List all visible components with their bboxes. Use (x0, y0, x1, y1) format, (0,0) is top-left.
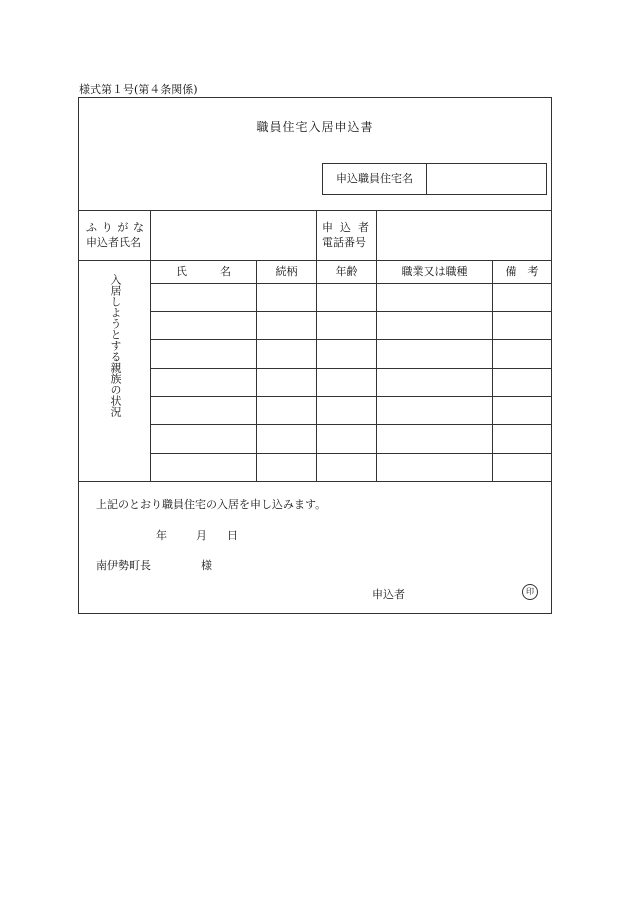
family-age-cell[interactable] (317, 312, 375, 339)
family-name-cell[interactable] (151, 369, 255, 396)
date-month-label: 月 (196, 529, 207, 542)
family-remarks-cell[interactable] (493, 284, 550, 311)
family-name-cell[interactable] (151, 340, 255, 368)
family-relation-cell[interactable] (257, 312, 315, 339)
family-occupation-cell[interactable] (377, 284, 491, 311)
family-status-label: 入居しようとする親族の状況 (109, 274, 122, 417)
family-name-cell[interactable] (151, 284, 255, 311)
family-relation-cell[interactable] (257, 284, 315, 311)
applicant-signature-label: 申込者 (372, 588, 405, 601)
family-remarks-cell[interactable] (493, 425, 550, 453)
phone-label-line1: 申 込 者 (322, 221, 369, 234)
family-remarks-cell[interactable] (493, 340, 550, 368)
family-age-cell[interactable] (317, 397, 375, 424)
application-form (78, 97, 552, 614)
applicant-name-label: 申込者氏名 (86, 236, 141, 249)
family-occupation-cell[interactable] (377, 369, 491, 396)
declaration-statement: 上記のとおり職員住宅の入居を申し込みます。 (96, 498, 327, 511)
family-remarks-cell[interactable] (493, 312, 550, 339)
family-relation-cell[interactable] (257, 397, 315, 424)
seal-mark: 印 (522, 584, 538, 600)
family-relation-cell[interactable] (257, 454, 315, 481)
header-occupation: 職業又は職種 (401, 265, 468, 278)
housing-name-box (322, 163, 547, 195)
family-remarks-cell[interactable] (493, 397, 550, 424)
housing-name-field[interactable] (427, 164, 546, 194)
honorific: 様 (201, 559, 212, 572)
form-title: 職員住宅入居申込書 (256, 120, 374, 134)
section-divider (79, 481, 551, 482)
header-age: 年齢 (335, 265, 358, 278)
header-relation: 続柄 (275, 265, 298, 278)
family-remarks-cell[interactable] (493, 369, 550, 396)
family-occupation-cell[interactable] (377, 312, 491, 339)
family-remarks-cell[interactable] (493, 454, 550, 481)
family-relation-cell[interactable] (257, 425, 315, 453)
family-age-cell[interactable] (317, 369, 375, 396)
applicant-phone-field[interactable] (377, 211, 550, 259)
housing-name-label: 申込職員住宅名 (323, 164, 427, 194)
applicant-name-field[interactable] (151, 211, 315, 259)
phone-label-line2: 電話番号 (322, 236, 366, 249)
family-age-cell[interactable] (317, 340, 375, 368)
family-name-cell[interactable] (151, 312, 255, 339)
family-relation-cell[interactable] (257, 340, 315, 368)
family-name-cell[interactable] (151, 397, 255, 424)
date-year-label: 年 (156, 529, 167, 542)
header-name: 氏 名 (176, 265, 231, 278)
date-day-label: 日 (227, 529, 238, 542)
family-occupation-cell[interactable] (377, 340, 491, 368)
family-name-cell[interactable] (151, 454, 255, 481)
family-occupation-cell[interactable] (377, 454, 491, 481)
family-age-cell[interactable] (317, 284, 375, 311)
family-age-cell[interactable] (317, 425, 375, 453)
family-occupation-cell[interactable] (377, 397, 491, 424)
header-remarks: 備 考 (505, 265, 539, 278)
column-divider (316, 210, 317, 260)
family-occupation-cell[interactable] (377, 425, 491, 453)
family-relation-cell[interactable] (257, 369, 315, 396)
furigana-label: ふ り が な (86, 221, 144, 234)
addressee: 南伊勢町長 (96, 559, 151, 572)
family-name-cell[interactable] (151, 425, 255, 453)
form-number: 様式第１号(第４条関係) (79, 83, 198, 96)
family-age-cell[interactable] (317, 454, 375, 481)
